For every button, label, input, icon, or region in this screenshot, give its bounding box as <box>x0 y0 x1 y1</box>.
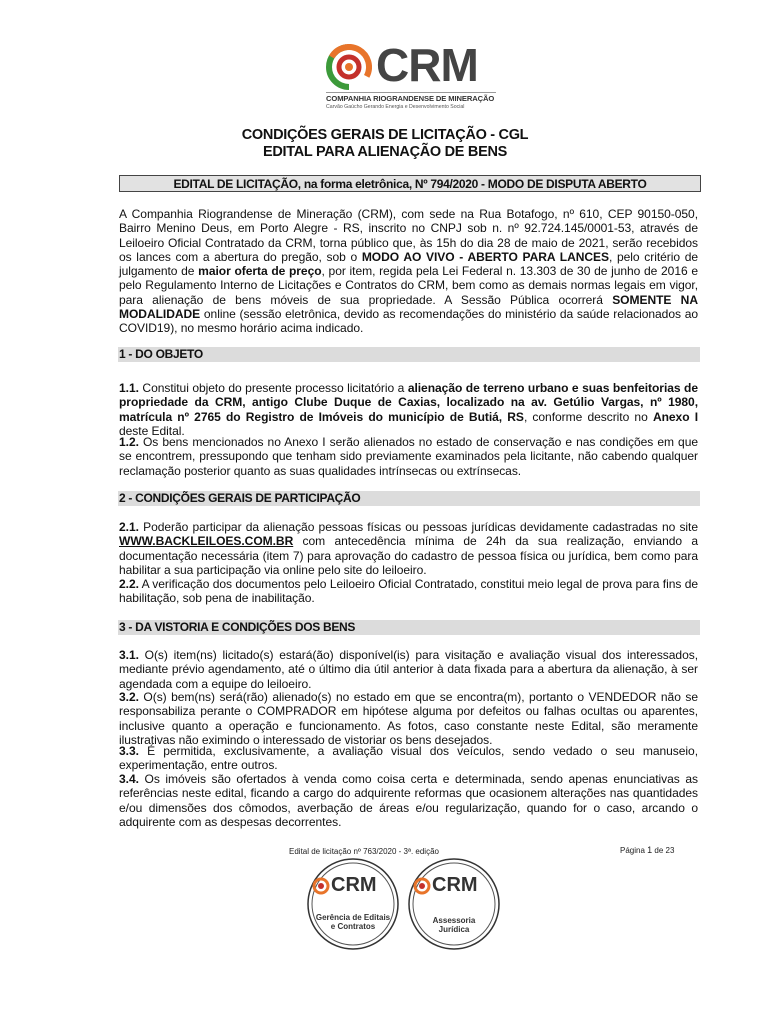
intro-text: A Companhia Riograndense de Mineração (CRM), com sede na Rua Botafogo, nº 610, CEP 90150-050, Bairro Menino Deus, em Porto Alegre - RS, inscrito no CNPJ sob n. nº 92.724.145/0001-53, através de Leiloeiro Oficial Contratado da CRM, torna público que, às 15h do dia 28 de maio de 2021, serão recebidos os lances com a abertura do pregão, sob o <box>119 207 698 264</box>
clause-text: Poderão participar da alienação pessoas físicas ou pessoas jurídicas devidamente cadastradas no site <box>138 520 698 534</box>
page-total: 23 <box>665 846 675 855</box>
edital-header-box: EDITAL DE LICITAÇÃO, na forma eletrônica, Nº 794/2020 - MODO DE DISPUTA ABERTO <box>119 175 701 192</box>
crm-logo <box>326 39 526 122</box>
crm-logo-mark-icon <box>326 44 372 90</box>
section-heading-participacao: 2 - CONDIÇÕES GERAIS DE PARTICIPAÇÃO <box>118 491 700 506</box>
clause-number: 2.1. <box>119 520 139 534</box>
seal-line1: Gerência de Editais <box>315 913 391 922</box>
clause-number: 3.2. <box>119 690 139 704</box>
logo-name: CRM <box>376 39 478 91</box>
seal-line1: Assessoria <box>432 916 476 925</box>
seal-circle-icon <box>408 858 500 950</box>
clause-3-3 <box>119 744 698 773</box>
clause-number: 3.1. <box>119 648 139 662</box>
clause-2-1 <box>119 520 698 577</box>
intro-bold-criteria: maior oferta de preço <box>198 264 322 279</box>
seal-logo-text: CRM <box>432 874 478 896</box>
intro-paragraph <box>119 207 698 336</box>
seal-circle-icon <box>307 858 399 950</box>
document-subtitle: EDITAL PARA ALIENAÇÃO DE BENS <box>263 144 507 160</box>
clause-3-4 <box>119 772 698 829</box>
intro-text: , pelo critério de julgamento de <box>119 249 699 279</box>
seal-assessoria-juridica <box>408 858 500 950</box>
logo-divider <box>326 92 496 93</box>
intro-bold-mode: MODO AO VIVO - ABERTO PARA LANCES <box>361 249 610 264</box>
clause-text: O(s) item(ns) licitado(s) estará(ão) disponível(is) para visitação e avaliação visual dos interessados, mediante prévio agendamento, até o último dia útil anterior à data fixada para a abertura da alienação, à ser agendada com a equipe do leiloeiro. <box>119 648 698 691</box>
clause-text: Os bens mencionados no Anexo I serão alienados no estado de conservação e nas condições em que se encontrem, pressupondo que tenham sido previamente examinados pela licitante, não cabendo qualquer reclamação posterior quanto as suas qualidades intrínsecas ou extrínsecas. <box>119 435 698 478</box>
clause-bold-object: alienação de terreno urbano e suas benfeitorias de propriedade da CRM, antigo Clube Duque de Caxias, localizado na av. Getúlio Vargas, nº 1980, matrícula nº 2765 do Registro de Imóveis do município de Butiá, RS <box>119 381 699 424</box>
logo-tagline: Carvão Gaúcho Gerando Energia e Desenvolvimento Social <box>326 104 465 110</box>
intro-text: , por item, regida pela Lei Federal n. 13.303 de 30 de junho de 2016 e pelo Regulamento Interno de Licitações e Contratos do CRM, bem como as demais normas legais em vigor, para alienação de bens móveis de sua propriedade. A Sessão Pública ocorrerá <box>119 264 698 307</box>
edition-note: Edital de licitação nº 763/2020 - 3ª. edição <box>289 847 439 856</box>
seal-line2: Jurídica <box>438 925 470 934</box>
clause-text: deste Edital. <box>119 423 185 438</box>
seal-line2: e Contratos <box>330 922 376 931</box>
seal-gerencia-editais <box>307 858 399 950</box>
clause-number: 1.1. <box>119 381 139 395</box>
clause-number: 1.2. <box>119 435 139 449</box>
clause-number: 3.4. <box>119 772 139 786</box>
page-of: de <box>654 846 664 855</box>
clause-3-1 <box>119 648 698 691</box>
clause-text: O(s) bem(ns) será(rão) alienado(s) no estado em que se encontra(m), portanto o VENDEDOR não se responsabiliza perante o COMPRADOR em hipótese alguma por defeitos ou falhas ocultas ou aparentes, inclusive quanto a operação e funcionamento. As fotos, caso constante neste Edital, são meramente ilustrativas não eximindo o interessado de vistoriar os bens desejados. <box>119 690 698 747</box>
clause-2-2 <box>119 577 698 606</box>
clause-text: É permitida, exclusivamente, a avaliação visual dos veículos, sendo vedado o seu manuseio, experimentação, entre outros. <box>119 744 698 773</box>
seal-logo-text: CRM <box>331 874 377 896</box>
document-title: CONDIÇÕES GERAIS DE LICITAÇÃO - CGL <box>241 127 529 143</box>
clause-3-2 <box>119 690 698 747</box>
page-current: 1 <box>647 845 653 855</box>
section-heading-vistoria: 3 - DA VISTORIA E CONDIÇÕES DOS BENS <box>118 620 700 635</box>
page-label: Página <box>620 846 645 855</box>
page-number <box>620 845 674 855</box>
clause-text: , conforme descrito no <box>523 409 653 424</box>
clause-bold-annex: Anexo I <box>652 409 699 424</box>
clause-text: com antecedência mínima de 24h da sua realização, enviando a documentação necessária (item 7) para aprovação do cadastro de pessoa física ou jurídica, bem como para habilitar a sua participação via online pelo site do leiloeiro. <box>119 534 698 577</box>
section-heading-objeto: 1 - DO OBJETO <box>118 347 700 362</box>
logo-subtitle: COMPANHIA RIOGRANDENSE DE MINERAÇÃO <box>326 94 495 103</box>
clause-1-2 <box>119 435 698 478</box>
intro-bold-modality: SOMENTE NA MODALIDADE <box>119 292 698 322</box>
clause-text: A verificação dos documentos pelo Leiloeiro Oficial Contratado, constitui meio legal de prova para fins de habilitação, sob pena de inabilitação. <box>119 577 698 606</box>
backleiloes-link[interactable]: WWW.BACKLEILOES.COM.BR <box>119 534 294 549</box>
clause-number: 3.3. <box>119 744 139 758</box>
clause-1-1 <box>119 381 698 438</box>
clause-text: Constitui objeto do presente processo licitatório a <box>138 381 408 395</box>
clause-number: 2.2. <box>119 577 139 591</box>
intro-text: online (sessão eletrônica, devido as recomendações do ministério da saúde relacionados ao COVID19), no mesmo horário acima indicado. <box>119 307 698 336</box>
clause-text: Os imóveis são ofertados à venda como coisa certa e determinada, sendo apenas enunciativas as referências neste edital, ficando a cargo do adquirente reformas que ocasionem alterações nas quantidades e/ou dimensões dos cômodos, averbação de áreas e/ou regularização, quando for o caso, arcando o adquirente com as despesas decorrentes. <box>119 772 698 829</box>
